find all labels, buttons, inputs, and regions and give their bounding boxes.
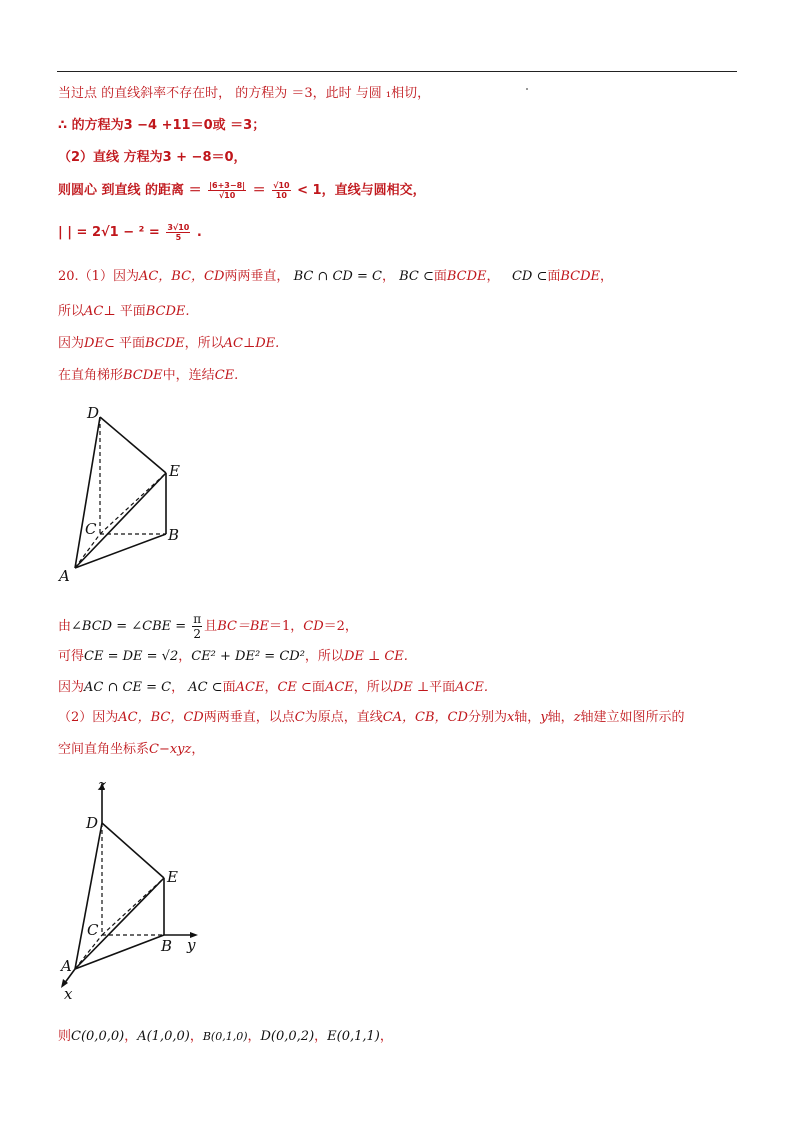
l12-d: AC ⊂ [188,680,223,695]
fig2-label-b: B [161,937,173,955]
l14-b: C−xyz [149,742,192,757]
l9-c: 中，连结 [162,368,215,383]
l11-f: DE ⊥ CE. [343,649,408,664]
l13-l: z [573,710,581,725]
pi-half-num: π [193,612,202,626]
line-4-text-a: 则圆心 到直线 的距离 ＝ [58,183,202,198]
line-5-text-a: | | = 2√1 − ² = [58,225,160,240]
l15-i: ， [314,1029,328,1044]
l7-d: BCDE. [145,304,190,319]
l15-c: ， [124,1029,138,1044]
l10-b: ∠BCD = ∠CBE = [71,619,187,634]
line-2-text: ∴ 的方程为3 −4 +11＝0或 ＝3； [58,118,266,133]
fig1-label-a: A [59,567,70,585]
l15-k: ， [379,1029,393,1044]
line-2 [58,117,265,135]
l13-d: C [294,710,305,725]
l10-c: 且 [204,619,218,634]
l12-a: 因为 [58,680,85,695]
fig2-axis-label-y: y [187,936,196,954]
l13-g: 分别为 [467,710,507,725]
speck [526,88,528,90]
pi-half-den: 2 [193,627,202,641]
line-4-eq: ＝ [252,183,266,198]
l10-e: ＝1， [268,619,304,634]
l12-i: 面 [311,680,325,695]
l6-a: 20.（1）因为 [58,269,139,284]
l6-k: 面 [547,269,561,284]
l6-g: 面 [433,269,447,284]
distance-simplified-den: 10 [275,191,287,200]
fig1-label-b: B [168,526,180,544]
l9-a: 在直角梯形 [58,368,124,383]
l11-d: CE² + DE² = CD² [191,649,305,664]
fig2-axis-label-x: x [64,985,73,1003]
line-8 [58,335,279,353]
fig2-axis-label-z: z [98,778,106,794]
l12-b: AC ∩ CE = C [84,680,172,695]
l14-c: ， [191,742,205,757]
l15-f: B(0,1,0) [202,1030,248,1043]
l14-a: 空间直角坐标系 [58,742,150,757]
figure-coordinate-system [55,778,215,1003]
l13-f: CA，CB，CD [382,710,468,725]
l15-j: E(0,1,1) [327,1029,380,1044]
l13-h: x [506,710,515,725]
l15-d: A(1,0,0) [137,1029,190,1044]
line-15 [58,1028,393,1046]
l15-a: 则 [58,1029,72,1044]
line-4 [58,181,426,200]
line-10 [58,612,358,641]
l15-g: ， [247,1029,261,1044]
distance-fraction [208,181,246,200]
l11-a: 可得 [58,649,85,664]
l8-c: ⊂ 平面 [103,336,145,351]
l6-e: ， [381,269,395,284]
l13-a: （2）因为 [58,710,119,725]
pi-half-fraction [192,612,202,641]
l9-b: BCDE [123,368,163,383]
l13-j: y [540,710,548,725]
l11-b: CE = DE = √2 [84,649,179,664]
l7-b: AC [84,304,104,319]
line-5 [58,223,202,242]
l12-l: DE ⊥ [392,680,430,695]
line-12 [58,679,488,697]
l8-f: AC [223,336,243,351]
l13-i: 轴， [514,710,541,725]
l10-f: CD [303,619,324,634]
l12-h: CE ⊂ [277,680,312,695]
l6-c: 两两垂直， [224,269,290,284]
distance-simplified-num: √10 [273,181,290,190]
fig2-label-a: A [61,957,72,975]
l7-c: ⊥ 平面 [103,304,146,319]
line-3-text: （2）直线 方程为3 + −8＝0， [58,150,247,165]
line-3 [58,149,247,167]
l12-n: ACE. [455,680,489,695]
l15-e: ， [189,1029,203,1044]
fig2-label-c: C [87,921,99,939]
line-7 [58,303,190,321]
l12-j: ACE [324,680,354,695]
l11-e: ，所以 [304,649,344,664]
fig2-label-e: E [167,868,178,886]
l8-g: ⊥ [242,336,256,351]
line-6 [58,268,613,286]
l10-d: BC＝BE [217,619,269,634]
l6-j: CD ⊂ [511,269,548,284]
l8-e: ，所以 [184,336,224,351]
chord-fraction-num: 3√10 [167,223,190,232]
l15-b: C(0,0,0) [71,1029,125,1044]
l8-d: BCDE [144,336,185,351]
l10-a: 由 [58,619,72,634]
distance-simplified-fraction [272,181,290,200]
line-1 [58,85,430,103]
fig2-label-d: D [86,814,99,832]
figure-tetrahedron-1 [55,400,195,585]
l6-b: AC，BC，CD [138,269,225,284]
line-5-text-b: . [196,225,202,240]
l8-h: DE. [255,336,280,351]
l11-c: ， [178,649,192,664]
l6-i: ， [486,269,500,284]
l9-d: CE. [214,368,239,383]
fig1-label-e: E [169,462,180,480]
distance-fraction-den: √10 [218,191,236,200]
l10-g: ＝2， [323,619,358,634]
l6-m: ， [600,269,614,284]
chord-fraction-den: 5 [175,233,182,242]
l13-c: 两两垂直，以点 [203,710,295,725]
l15-h: D(0,0,2) [260,1029,315,1044]
header-rule [57,71,737,72]
l12-e: 面 [222,680,236,695]
line-4-text-b: < 1，直线与圆相交， [297,183,426,198]
l12-m: 平面 [429,680,456,695]
l12-c: ， [171,680,185,695]
l13-e: 为原点，直线 [304,710,383,725]
l6-f: BC ⊂ [399,269,434,284]
fig1-label-d: D [87,404,100,422]
line-13 [58,709,685,727]
l13-k: 轴， [547,710,574,725]
l8-a: 因为 [58,336,85,351]
chord-fraction [166,223,190,242]
l7-a: 所以 [58,304,85,319]
line-11 [58,648,408,666]
l13-b: AC，BC，CD [118,710,204,725]
l12-k: ，所以 [353,680,393,695]
l6-h: BCDE [446,269,487,284]
l6-d: BC ∩ CD = C [293,269,382,284]
line-9 [58,367,238,385]
l8-b: DE [84,336,104,351]
l6-l: BCDE [560,269,601,284]
line-1-text: 当过点 的直线斜率不存在时， 的方程为 ＝3，此时 与圆 ₁相切， [58,86,431,101]
l12-f: ACE [235,680,265,695]
line-14 [58,741,204,759]
fig1-label-c: C [85,520,97,538]
distance-fraction-num: |6+3−8| [209,181,246,190]
l13-m: 轴建立如图所示的 [580,710,685,725]
l12-g: ， [264,680,278,695]
